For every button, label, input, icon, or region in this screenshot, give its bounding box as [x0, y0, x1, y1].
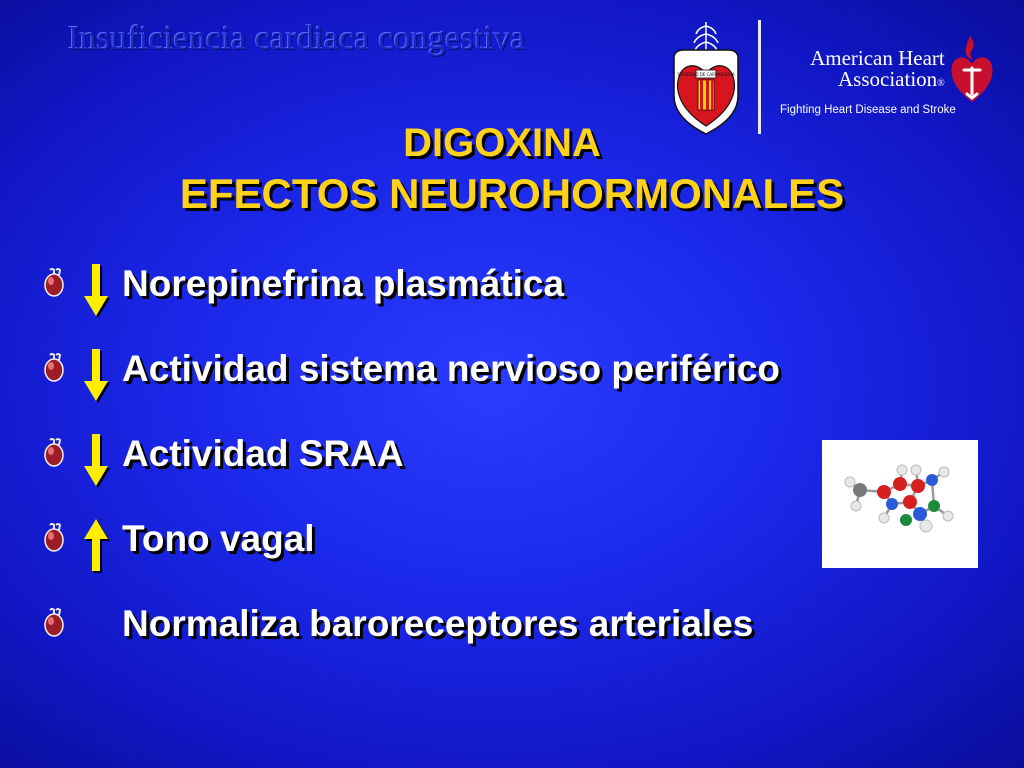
heart-bullet-icon [42, 268, 66, 298]
aha-name [798, 48, 945, 94]
molecule-model-image [822, 440, 978, 568]
heart-bullet-icon [42, 353, 66, 383]
bullet-item [40, 598, 960, 683]
down-arrow-icon [80, 262, 110, 318]
aha-tagline: Fighting Heart Disease and Stroke [780, 104, 956, 116]
heart-torch-icon [948, 34, 996, 104]
bullet-text: Actividad SRAA [122, 433, 404, 474]
bullet-text: Norepinefrina plasmática [122, 263, 565, 304]
slide-title-line2: EFECTOS NEUROHORMONALES [179, 170, 845, 217]
heart-bullet-icon [42, 438, 66, 468]
bullet-item [40, 343, 960, 428]
up-arrow-icon [80, 517, 110, 573]
course-title: Insuficiencia cardiaca congestiva [68, 20, 526, 57]
aha-name-line1: American Heart [810, 46, 945, 70]
down-arrow-icon [80, 432, 110, 488]
bullet-text: Tono vagal [122, 518, 315, 559]
aha-registered-mark: ® [937, 78, 945, 89]
logo-divider [758, 20, 761, 134]
aha-name-line2: Association [838, 67, 938, 91]
bullet-text: Normaliza baroreceptores arteriales [122, 603, 754, 644]
slide-title-line1: DIGOXINA [403, 121, 601, 165]
bullet-item [40, 258, 960, 343]
molecule-model-icon [822, 440, 978, 568]
slide-title [0, 118, 1024, 220]
aha-name-line2-wrap [798, 69, 945, 94]
heart-bullet-icon [42, 608, 66, 638]
bullet-text: Actividad sistema nervioso periférico [122, 348, 781, 389]
heart-bullet-icon [42, 523, 66, 553]
seal-banner-text: SOCIEDAD DE CARDIOLOGIA [677, 72, 735, 77]
down-arrow-icon [80, 347, 110, 403]
